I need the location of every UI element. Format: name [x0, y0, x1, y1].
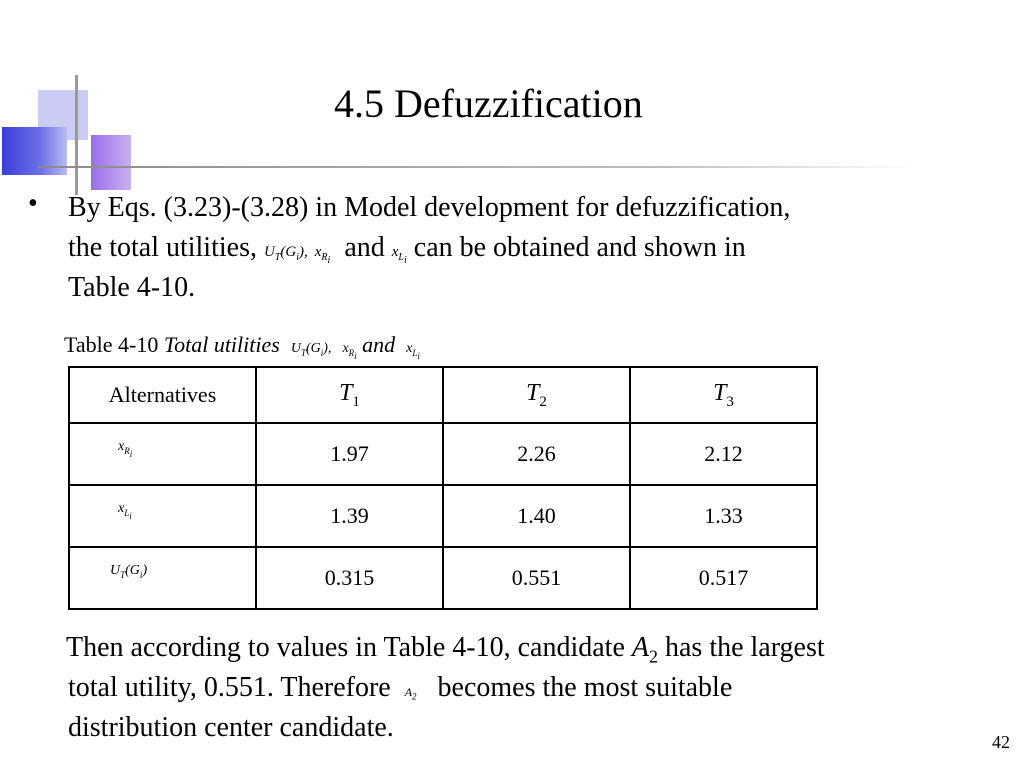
- conclusion-line-2-end: becomes the most suitable: [437, 672, 733, 703]
- table-header-row: [69, 367, 817, 423]
- xL-symbol: $x_{L_i}$: [391, 244, 407, 266]
- conclusion-line-1-start: Then according to values in Table 4-10, candidate: [66, 632, 625, 663]
- conclusion-line-1-end: has the largest: [665, 632, 825, 663]
- bullet-marker: •: [28, 188, 38, 219]
- intro-line-3: Table 4-10.: [68, 272, 196, 303]
- row-label-UT: $U_T(G_i)$: [69, 547, 256, 609]
- table-row: [69, 423, 817, 485]
- intro-line-2-start: the total utilities,: [68, 232, 257, 263]
- intro-line-2-end: can be obtained and shown in: [413, 232, 746, 263]
- header-T1: $T_1$: [256, 367, 443, 423]
- table-cell: 0.517: [630, 547, 817, 609]
- slide-title: 4.5 Defuzzification: [334, 81, 643, 126]
- table-cell: 1.97: [256, 423, 443, 485]
- intro-line-1: By Eqs. (3.23)-(3.28) in Model development for defuzzification,: [68, 192, 791, 223]
- caption-utility-symbol: $U_T(G_i)$,: [290, 341, 332, 358]
- table-caption: [64, 332, 420, 361]
- caption-prefix: Table 4-10: [64, 332, 159, 357]
- table-cell: 1.40: [443, 485, 630, 547]
- decor-square-purple: [91, 135, 131, 190]
- header-T2: $T_2$: [443, 367, 630, 423]
- header-alternatives: Alternatives: [69, 367, 256, 423]
- table-row: [69, 547, 817, 609]
- table-cell: 1.39: [256, 485, 443, 547]
- table-cell: 2.26: [443, 423, 630, 485]
- title-underline: [38, 166, 918, 168]
- xR-symbol: $x_{R_i}$: [314, 244, 331, 266]
- header-T3: $T_3$: [630, 367, 817, 423]
- caption-xR-symbol: $x_{R_i}$: [342, 341, 357, 361]
- row-label-xL: $x_{L_i}$: [69, 485, 256, 547]
- conclusion-line-3: distribution center candidate.: [68, 712, 394, 743]
- caption-xL-symbol: $x_{L_i}$: [406, 341, 420, 361]
- page-number: 42: [992, 732, 1010, 752]
- row-label-xR: $x_{R_i}$: [69, 423, 256, 485]
- decor-vertical-line: [75, 75, 78, 195]
- caption-and: and: [362, 332, 396, 357]
- A2-symbol: $A_2$: [631, 632, 658, 667]
- conclusion-line-2-start: total utility, 0.551. Therefore: [68, 672, 391, 703]
- table-cell: 1.33: [630, 485, 817, 547]
- caption-title: Total utilities: [163, 332, 280, 357]
- table-row: [69, 485, 817, 547]
- A2-small-symbol: $A_2$: [404, 685, 417, 702]
- intro-and: and: [344, 232, 385, 263]
- utility-symbol: $U_T(G_i)$,: [263, 244, 308, 263]
- table-cell: 2.12: [630, 423, 817, 485]
- table-cell: 0.315: [256, 547, 443, 609]
- table-cell: 0.551: [443, 547, 630, 609]
- utilities-table: [68, 366, 818, 610]
